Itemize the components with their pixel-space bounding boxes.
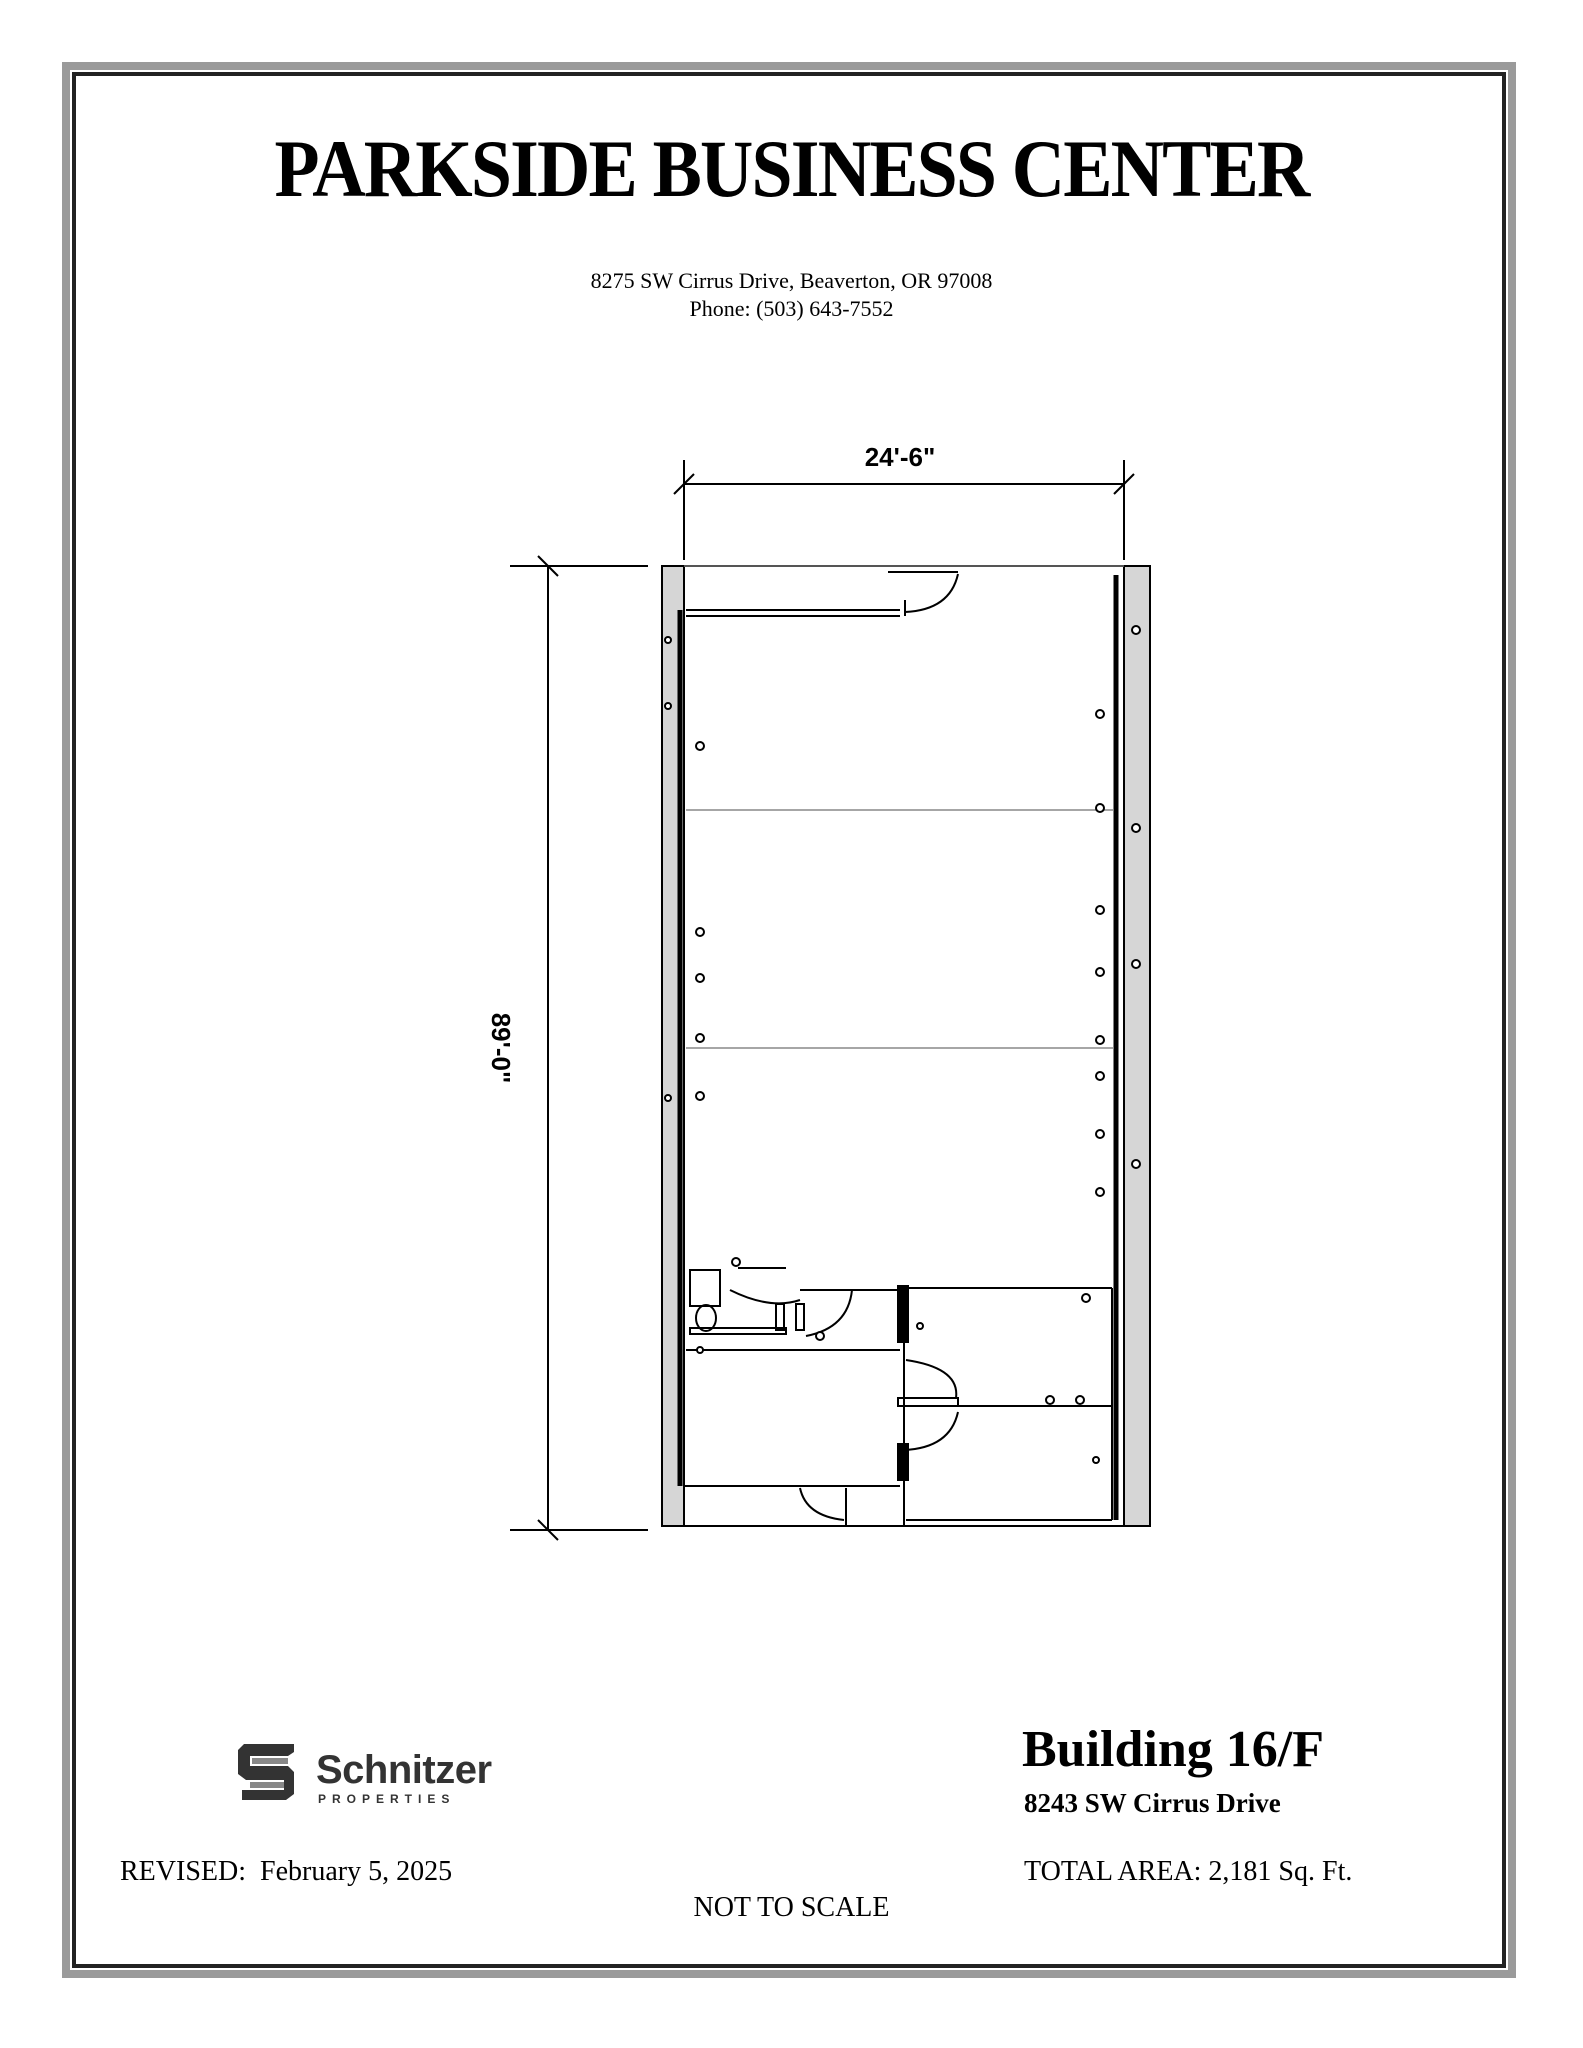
width-dimension-label: 24'-6" xyxy=(864,442,936,472)
center-address: 8275 SW Cirrus Drive, Beaverton, OR 97008 xyxy=(590,268,993,293)
scale-note: NOT TO SCALE xyxy=(693,1892,890,1923)
interior-lines xyxy=(686,810,1114,1048)
length-dimension xyxy=(510,556,648,1540)
wall-outlets xyxy=(665,626,1140,1196)
total-area: TOTAL AREA: 2,181 Sq. Ft. xyxy=(1024,1856,1353,1887)
top-entry xyxy=(686,572,958,616)
page-title: PARKSIDE BUSINESS CENTER xyxy=(274,123,1309,214)
length-dimension-label: 89'-0" xyxy=(486,1012,516,1084)
schnitzer-s-logo-icon xyxy=(236,1742,300,1802)
building-name: Building 16/F xyxy=(1022,1721,1324,1778)
exterior-walls xyxy=(662,566,1150,1526)
logo-subtitle: PROPERTIES xyxy=(318,1792,456,1806)
center-phone: Phone: (503) 643-7552 xyxy=(689,296,894,321)
building-address: 8243 SW Cirrus Drive xyxy=(1024,1788,1281,1818)
revised-date: REVISED: February 5, 2025 xyxy=(120,1856,453,1887)
width-dimension xyxy=(674,460,1134,560)
logo-name: Schnitzer xyxy=(316,1748,492,1792)
